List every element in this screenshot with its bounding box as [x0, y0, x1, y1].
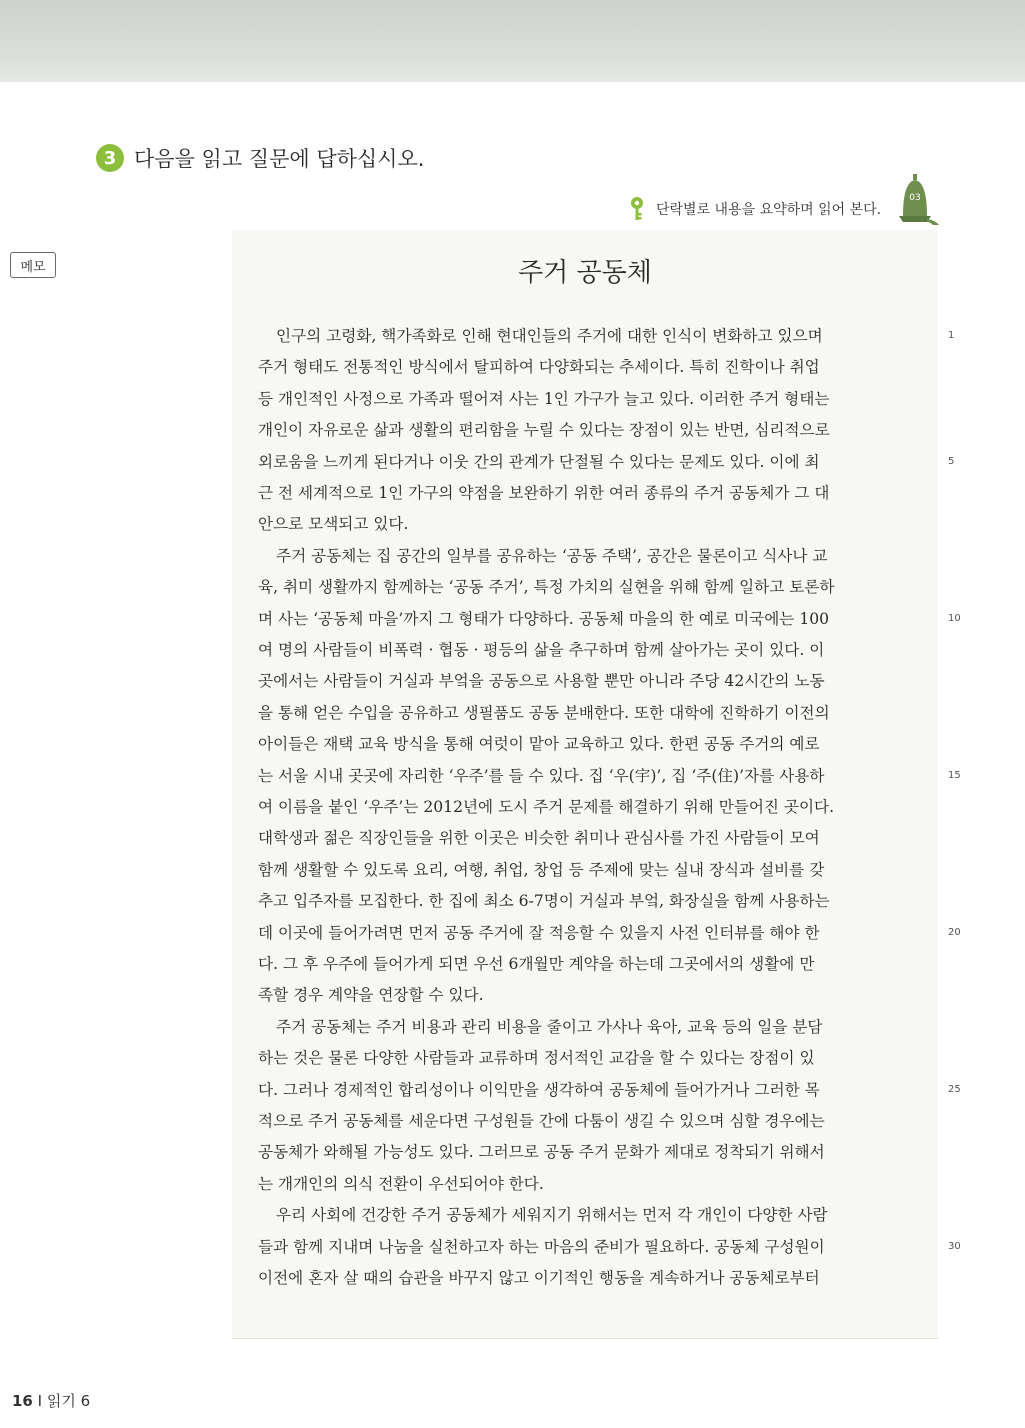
- article-line: 곳에서는 사람들이 거실과 부엌을 공동으로 사용할 뿐만 아니라 주당 42시간의 노동: [258, 672, 825, 691]
- line-number: 1: [948, 330, 955, 341]
- article-line: 이전에 혼자 살 때의 습관을 바꾸지 않고 이기적인 행동을 계속하거나 공동체로부터: [258, 1269, 820, 1287]
- line-number: 10: [948, 612, 961, 624]
- article-line: 다. 그 후 우주에 들어가게 되면 우선 6개월만 계약을 하는데 그곳에서의 생활에 만: [258, 955, 815, 973]
- article-line: 대학생과 젊은 직장인들을 위한 이곳은 비슷한 취미나 관심사를 가진 사람들이 모여: [258, 829, 820, 848]
- article-line: 개인이 자유로운 삶과 생활의 편리함을 누릴 수 있다는 장점이 있는 반면, 심리적으로: [258, 421, 830, 440]
- article-line: 주거 공동체는 주거 비용과 관리 비용을 줄이고 가사나 육아, 교육 등의 일을 분담: [276, 1017, 823, 1036]
- article-line: 함께 생활할 수 있도록 요리, 여행, 취업, 창업 등 주제에 맞는 실내 장식과 설비를 갖: [258, 860, 825, 879]
- article-line: 을 통해 얻은 수입을 공유하고 생필품도 공동 분배한다. 또한 대학에 진학하기 이전의: [258, 703, 830, 722]
- reading-tip: [628, 196, 881, 222]
- page-number: 16: [12, 1392, 33, 1410]
- question-text: 다음을 읽고 질문에 답하십시오.: [134, 147, 425, 171]
- article-line: 여 명의 사람들이 비폭력 · 협동 · 평등의 삶을 추구하며 함께 살아가는 곳이 있다. 이: [258, 641, 825, 659]
- article-line: 우리 사회에 건강한 주거 공동체가 세워지기 위해서는 먼저 각 개인이 다양한 사람: [276, 1206, 828, 1225]
- page-footer: [12, 1390, 90, 1411]
- article-line: 하는 것은 물론 다양한 사람들과 교류하며 정서적인 교감을 할 수 있다는 장점이 있: [258, 1049, 815, 1068]
- question-number-badge: 3: [96, 144, 124, 172]
- article-title: 주거 공동체: [518, 258, 652, 288]
- article-line: 적으로 주거 공동체를 세운다면 구성원들 간에 다툼이 생길 수 있으며 심할 경우에는: [258, 1112, 825, 1130]
- article-line: 등 개인적인 사정으로 가족과 떨어져 사는 1인 가구가 늘고 있다. 이러한 주거 형태는: [258, 389, 830, 408]
- line-number: 15: [948, 769, 961, 781]
- key-icon: [628, 196, 646, 222]
- article-line: 안으로 모색되고 있다.: [258, 515, 409, 534]
- article-line: 데 이곳에 들어가려면 먼저 공동 주거에 잘 적응할 수 있을지 사전 인터뷰를 해야 한: [258, 923, 820, 942]
- article-line: 육, 취미 생활까지 함께하는 ‘공동 주거’, 특정 가치의 실현을 위해 함께 일하고 토론하: [258, 578, 835, 597]
- line-number: 30: [948, 1240, 961, 1252]
- article-line: 추고 입주자를 모집한다. 한 집에 최소 6-7명이 거실과 부엌, 화장실을 함께 사용하는: [258, 892, 830, 911]
- top-scan-band: [0, 0, 1025, 82]
- article-line: 며 사는 ‘공동체 마을’까지 그 형태가 다양하다. 공동체 마을의 한 예로 미국에는 100: [258, 609, 830, 628]
- article-line: 는 개개인의 의식 전환이 우선되어야 한다.: [258, 1174, 544, 1193]
- article-line: 주거 형태도 전통적인 방식에서 탈피하여 다양화되는 추세이다. 특히 진학이나 취업: [258, 358, 820, 377]
- article-line: 다. 그러나 경제적인 합리성이나 이익만을 생각하여 공동체에 들어가거나 그러한 목: [258, 1080, 820, 1099]
- unit-badge-number: 03: [909, 193, 921, 203]
- line-number: 25: [948, 1083, 961, 1095]
- article-line: 공동체가 와해될 가능성도 있다. 그러므로 공동 주거 문화가 제대로 정착되기 위해서: [258, 1143, 825, 1162]
- article-line: 여 이름을 붙인 ‘우주’는 2012년에 도시 주거 문제를 해결하기 위해 만들어진 곳이다.: [258, 798, 835, 816]
- footer-separator: I: [37, 1392, 43, 1410]
- article-line: 들과 함께 지내며 나눔을 실천하고자 하는 마음의 준비가 필요하다. 공동체 구성원이: [258, 1237, 825, 1256]
- memo-label: 메모: [10, 252, 56, 278]
- article-line: 아이들은 재택 교육 방식을 통해 여럿이 맡아 교육하고 있다. 한편 공동 주거의 예로: [258, 735, 820, 754]
- article-line: 는 서울 시내 곳곳에 자리한 ‘우주’를 들 수 있다. 집 ‘우(宇)’, 집 ‘주(住)’자를 사용하: [258, 766, 825, 785]
- article-line: 인구의 고령화, 핵가족화로 인해 현대인들의 주거에 대한 인식이 변화하고 있으며: [276, 327, 823, 345]
- question-header: [96, 140, 424, 176]
- tip-text: 단락별로 내용을 요약하며 읽어 본다.: [656, 202, 882, 218]
- article-line: 족할 경우 계약을 연장할 수 있다.: [258, 986, 484, 1005]
- article-line: 외로움을 느끼게 된다거나 이웃 간의 관계가 단절될 수 있다는 문제도 있다. 이에 최: [258, 452, 820, 471]
- article-line: 근 전 세계적으로 1인 가구의 약점을 보완하기 위한 여러 종류의 주거 공동체가 그 대: [258, 484, 830, 502]
- line-number: 5: [948, 455, 955, 467]
- article-line: 주거 공동체는 집 공간의 일부를 공유하는 ‘공동 주택’, 공간은 물론이고 식사나 교: [276, 546, 828, 565]
- line-number: 20: [948, 926, 961, 938]
- book-title: 읽기 6: [46, 1392, 91, 1410]
